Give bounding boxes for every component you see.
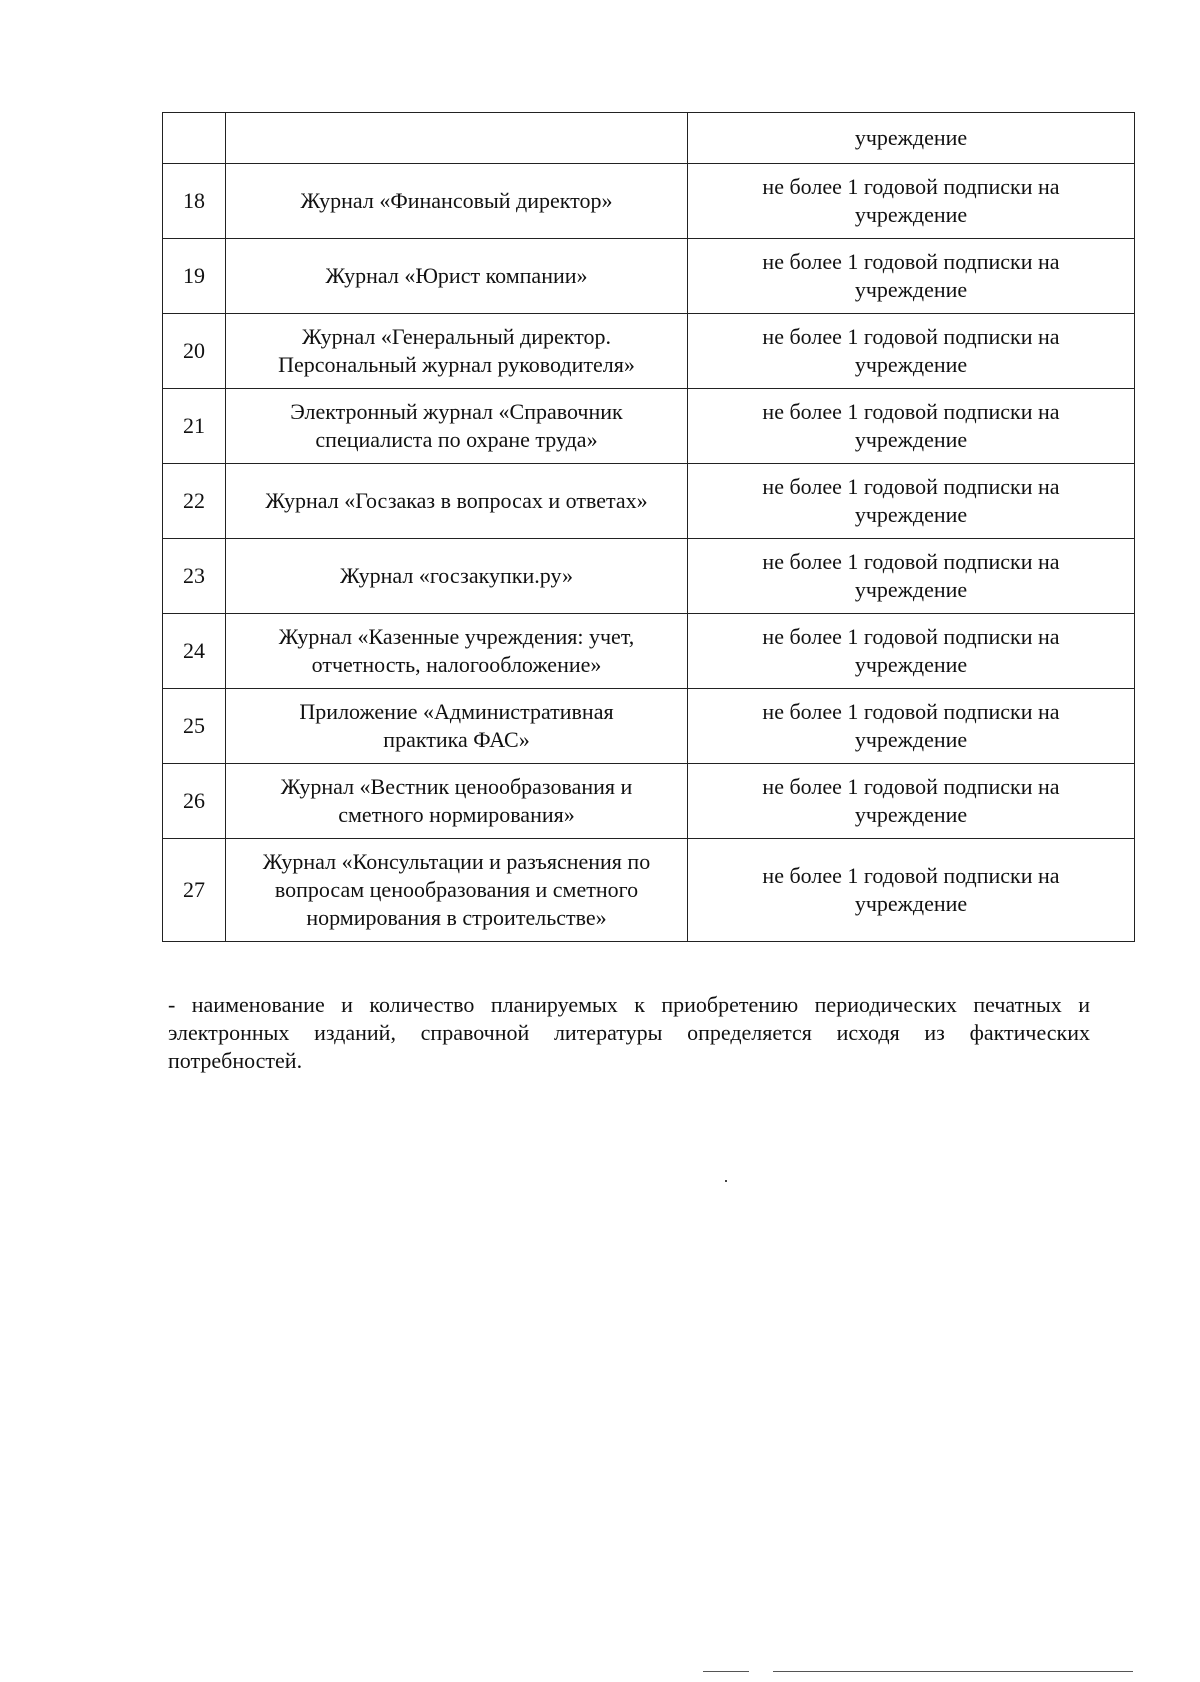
subscription-norm-cell: не более 1 годовой подписки на учреждение	[688, 239, 1135, 314]
publication-name-cell: Журнал «Казенные учреждения: учет, отчетность, налогообложение»	[226, 614, 688, 689]
publication-name-cell: Журнал «госзакупки.ру»	[226, 539, 688, 614]
table-row	[163, 689, 1135, 764]
table-row	[163, 839, 1135, 942]
row-number-cell: 18	[163, 164, 226, 239]
row-number-cell: 21	[163, 389, 226, 464]
periodicals-table	[162, 112, 1135, 942]
publication-name-cell: Журнал «Генеральный директор. Персональный журнал руководителя»	[226, 314, 688, 389]
table-row	[163, 614, 1135, 689]
subscription-norm-cell: не более 1 годовой подписки на учреждение	[688, 614, 1135, 689]
publication-name-cell: Журнал «Финансовый директор»	[226, 164, 688, 239]
table-row	[163, 314, 1135, 389]
table-row	[163, 239, 1135, 314]
subscription-norm-cell: не более 1 годовой подписки на учреждение	[688, 314, 1135, 389]
row-number-cell: 24	[163, 614, 226, 689]
scan-edge-line	[773, 1671, 1133, 1672]
subscription-norm-cell: не более 1 годовой подписки на учреждение	[688, 839, 1135, 942]
publication-name-cell: Журнал «Консультации и разъяснения по вопросам ценообразования и сметного нормирования в строительстве»	[226, 839, 688, 942]
table-row	[163, 764, 1135, 839]
row-number-cell	[163, 113, 226, 164]
row-number-cell: 23	[163, 539, 226, 614]
subscription-norm-cell: не более 1 годовой подписки на учреждение	[688, 164, 1135, 239]
row-number-cell: 22	[163, 464, 226, 539]
row-number-cell: 27	[163, 839, 226, 942]
subscription-norm-cell: не более 1 годовой подписки на учреждение	[688, 764, 1135, 839]
publication-name-cell: Журнал «Вестник ценообразования и сметного нормирования»	[226, 764, 688, 839]
subscription-norm-cell: учреждение	[688, 113, 1135, 164]
row-number-cell: 20	[163, 314, 226, 389]
table-row	[163, 464, 1135, 539]
row-number-cell: 25	[163, 689, 226, 764]
footnote-text: - наименование и количество планируемых к приобретению периодических печатных и электронных изданий, справочной литературы определяется исходя из фактических потребностей.	[168, 992, 1090, 1073]
subscription-norm-cell: не более 1 годовой подписки на учреждение	[688, 539, 1135, 614]
row-number-cell: 26	[163, 764, 226, 839]
table-row	[163, 389, 1135, 464]
publication-name-cell: Журнал «Госзаказ в вопросах и ответах»	[226, 464, 688, 539]
publication-name-cell	[226, 113, 688, 164]
publication-name-cell: Электронный журнал «Справочник специалиста по охране труда»	[226, 389, 688, 464]
table-row-continuation	[163, 113, 1135, 164]
table-row	[163, 539, 1135, 614]
scan-edge-line	[703, 1671, 749, 1672]
table-row	[163, 164, 1135, 239]
publication-name-cell: Журнал «Юрист компании»	[226, 239, 688, 314]
publication-name-cell: Приложение «Административная практика ФАС»	[226, 689, 688, 764]
row-number-cell: 19	[163, 239, 226, 314]
subscription-norm-cell: не более 1 годовой подписки на учреждение	[688, 389, 1135, 464]
subscription-norm-cell: не более 1 годовой подписки на учреждение	[688, 464, 1135, 539]
subscription-norm-cell: не более 1 годовой подписки на учреждение	[688, 689, 1135, 764]
scan-speck	[725, 1180, 727, 1182]
